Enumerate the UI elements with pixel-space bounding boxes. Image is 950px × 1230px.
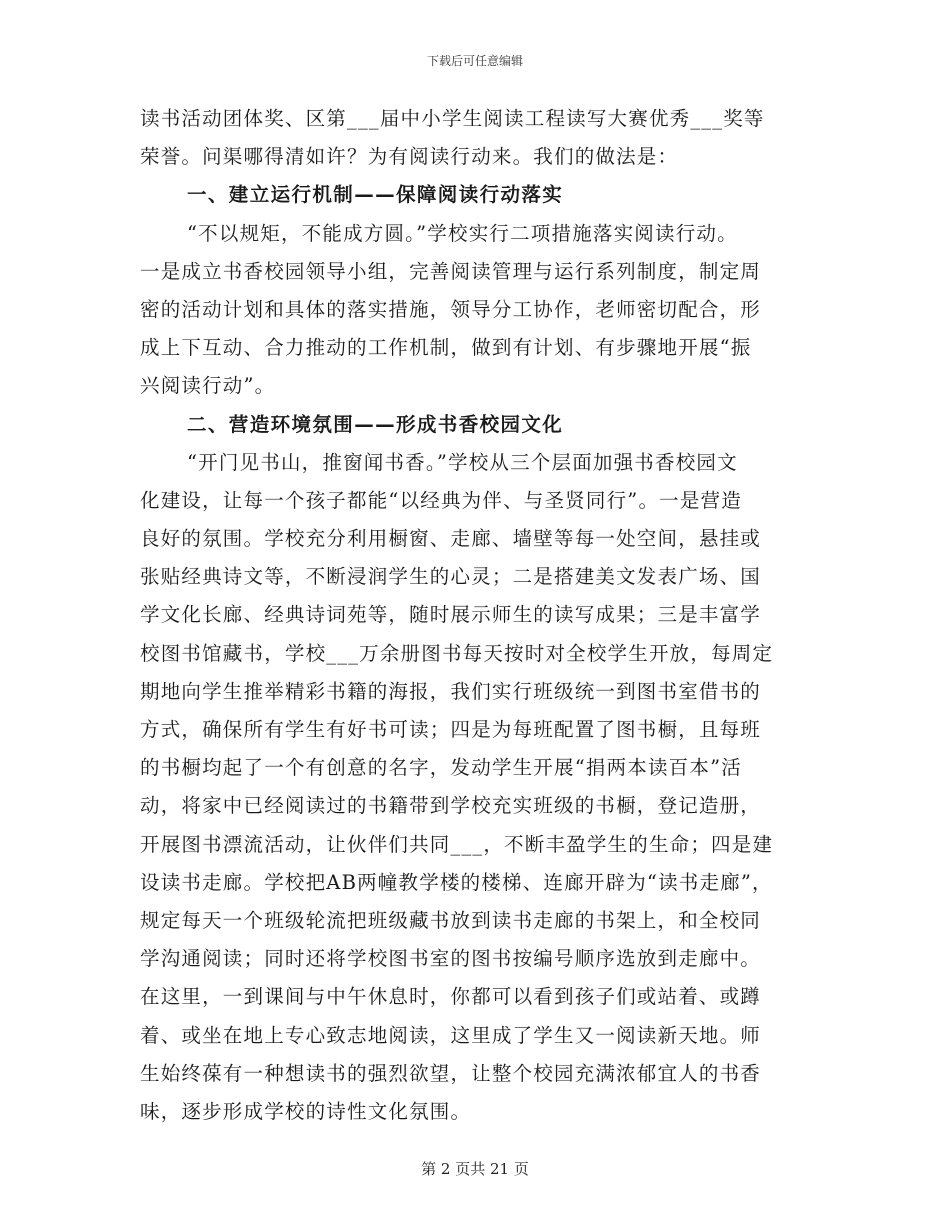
section-heading: 一、建立运行机制——保障阅读行动落实	[187, 183, 564, 207]
body-text-line: 规定每天一个班级轮流把班级藏书放到读书走廊的书架上，和全校同	[140, 908, 762, 932]
body-text-line: 校图书馆藏书，学校___万余册图书每天按时对全校学生开放，每周定	[140, 641, 774, 665]
body-text-line: 荣誉。问渠哪得清如许？为有阅读行动来。我们的做法是：	[140, 145, 679, 169]
body-text-line: 化建设，让每一个孩子都能“以经典为伴、与圣贤同行”。一是营造	[140, 488, 742, 512]
body-text-line: 味，逐步形成学校的诗性文化氛围。	[140, 1099, 472, 1123]
body-text-line: 动，将家中已经阅读过的书籍带到学校充实班级的书橱，登记造册，	[140, 794, 762, 818]
document-body	[140, 100, 820, 1131]
page-footer: 第 2 页共 21 页	[421, 1160, 529, 1178]
body-text-line: 一是成立书香校园领导小组，完善阅读管理与运行系列制度，制定周	[140, 259, 762, 283]
body-text-line: 张贴经典诗文等，不断浸润学生的心灵；二是搭建美文发表广场、国	[140, 565, 762, 589]
body-text-line: 密的活动计划和具体的落实措施，领导分工协作，老师密切配合，形	[140, 297, 762, 321]
body-text-line: 的书橱均起了一个有创意的名字，发动学生开展“捐两本读百本”活	[140, 756, 742, 780]
body-text-line: 学沟通阅读；同时还将学校图书室的图书按编号顺序选放到走廊中。	[140, 947, 762, 971]
section-heading: 二、营造环境氛围——形成书香校园文化	[187, 412, 564, 436]
body-text-line: 生始终葆有一种想读书的强烈欲望，让整个校园充满浓郁宜人的书香	[140, 1061, 762, 1085]
body-text-line: 成上下互动、合力推动的工作机制，做到有计划、有步骤地开展“振	[140, 336, 752, 360]
body-text-line: 兴阅读行动”。	[140, 374, 276, 398]
page-header-note: 下载后可任意编辑	[426, 54, 523, 68]
body-text-line: “不以规矩，不能成方圆。”学校实行二项措施落实阅读行动。	[187, 221, 738, 245]
body-text-line: 设读书走廊。学校把AB两幢教学楼的楼梯、连廊开辟为“读书走廊”，	[140, 870, 773, 894]
body-text-line: 在这里，一到课间与中午休息时，你都可以看到孩子们或站着、或蹲	[140, 985, 762, 1009]
body-text-line: 着、或坐在地上专心致志地阅读，这里成了学生又一阅读新天地。师	[140, 1023, 762, 1047]
body-text-line: 期地向学生推举精彩书籍的海报，我们实行班级统一到图书室借书的	[140, 679, 762, 703]
body-text-line: “开门见书山，推窗闻书香。”学校从三个层面加强书香校园文	[187, 450, 738, 474]
body-text-line: 学文化长廊、经典诗词苑等，随时展示师生的读写成果；三是丰富学	[140, 603, 762, 627]
body-text-line: 良好的氛围。学校充分利用橱窗、走廊、墙壁等每一处空间，悬挂或	[140, 527, 762, 551]
body-text-line: 读书活动团体奖、区第___届中小学生阅读工程读写大赛优秀___奖等	[140, 107, 765, 130]
body-text-line: 方式，确保所有学生有好书可读；四是为每班配置了图书橱，且每班	[140, 718, 762, 741]
body-text-line: 开展图书漂流活动，让伙伴们共同___，不断丰盈学生的生命；四是建	[140, 832, 774, 856]
